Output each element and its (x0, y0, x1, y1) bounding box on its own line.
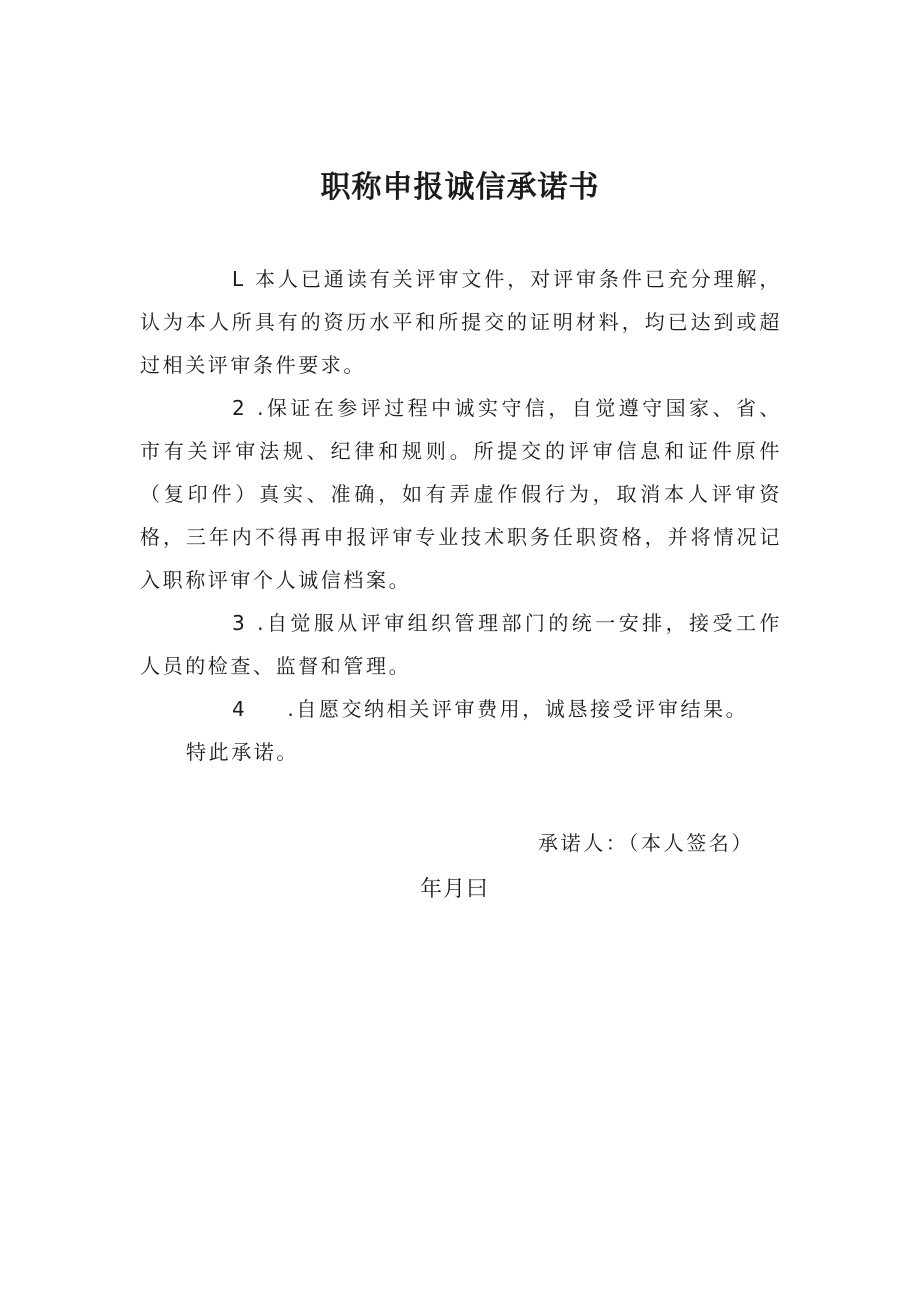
item-number: 4 (232, 697, 248, 721)
document-title: 职称申报诚信承诺书 (320, 170, 600, 205)
date-line: 年月曰 (420, 877, 490, 902)
commitment-item-3 (140, 602, 782, 688)
commitment-item-2 (140, 387, 782, 602)
document-body (140, 258, 782, 774)
item-text: .自愿交纳相关评审费用，诚恳接受评审结果。 (287, 697, 749, 721)
commitment-item-1 (140, 258, 782, 387)
item-number: L (232, 267, 246, 291)
commitment-item-4 (140, 688, 782, 731)
closing-statement: 特此承诺。 (186, 740, 299, 764)
item-number: 3 (232, 611, 248, 635)
item-text: .自觉服从评审组织管理部门的统一安排，接受工作人员的检查、监督和管理。 (140, 611, 782, 678)
item-text: 本人已通读有关评审文件，对评审条件已充分理解，认为本人所具有的资历水平和所提交的证明材料，均已达到或超过相关评审条件要求。 (140, 267, 782, 377)
item-text: .保证在参评过程中诚实守信，自觉遵守国家、省、市有关评审法规、纪律和规则。所提交的评审信息和证件原件（复印件）真实、准确，如有弄虚作假行为，取消本人评审资格，三年内不得再申报评审专业技术职务任职资格，并将情况记入职称评审个人诚信档案。 (140, 396, 782, 592)
item-number: 2 (232, 396, 248, 420)
signature-line: 承诺人：（本人签名） (538, 831, 754, 855)
